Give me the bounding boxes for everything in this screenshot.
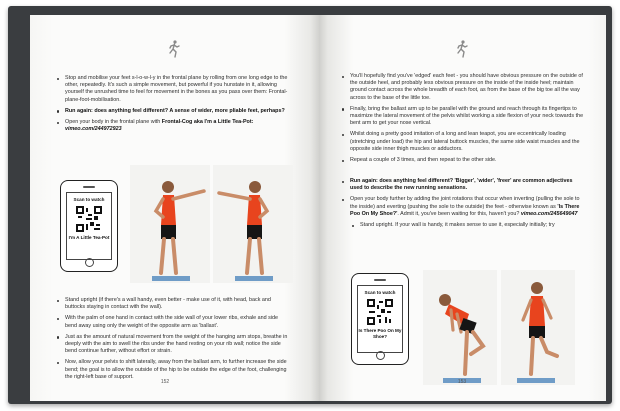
photo-teapot-right [213, 165, 293, 283]
list-item: You'll hopefully find you've 'edged' each feet - you should have obvious pressure on the outside of the outside heel, and probably less obvious pressure on the inside of the inside heel; maintain ground contact across the whole breadth of each foot, as from the base of the big toe all the way across to the base of the little toe. [341, 73, 585, 102]
book [8, 6, 612, 404]
paragraph-open-body: Open your body in the frontal plane with Frontal-Cog aka I'm a Little Tea-Pot: vimeo.com/244972923 [56, 119, 290, 133]
right-page [319, 15, 606, 401]
list-item: Just as the amount of natural movement from the weight of the hanging arm stops, breathe in deeply with the aim to swell the ribs under the hand resting on your rib wall; notice the side bend continue further, without effort or strain. [56, 334, 290, 356]
scan-label: Scan to watch [73, 197, 105, 202]
qr-caption: Is There Poo On My Shoe? [358, 328, 402, 339]
photo-teapot-left [130, 165, 210, 283]
paragraph-mobilise: Stop and mobilise your feet s-l-o-w-l-y in the frontal plane by rolling from one long edge to the other, repeatedly. It's such a simple movement, but powerful if you hunstate in it, allowing yourself the unrushed time to feel for movement in the bones as you pass over them: Frontal-plane-foot-mobilisation. [56, 75, 290, 104]
video-link[interactable]: vimeo.com/245649047 [520, 210, 578, 217]
list-item: With the palm of one hand in contact with the side wall of your lower ribs, exhale and side bend away using only the weight of the opposite arm as 'ballast'. [56, 315, 290, 329]
runner-icon [455, 40, 469, 58]
open-further-paragraph: Open your body further by adding the joint rotations that occur when inverting (pulling the sole to the inside) and everting (pushing the sole to the outside) the feet - otherwise known as 'Is There Poo On My Shoe?'. Admit it, you've been waiting for this, haven't you? vimeo.com/245649047 [341, 196, 585, 218]
list-item: Finally, bring the ballast arm up to be parallel with the ground and reach through its fingertips to maximize the lateral movement of the pelvis whilst working a side flexion of your neck towards the bent arm to get your nose vertical. [341, 106, 585, 128]
qr-code[interactable] [76, 206, 102, 232]
phone-qr [351, 273, 409, 365]
photo-inversion [423, 270, 497, 385]
left-bullets [56, 297, 290, 385]
scan-label: Scan to watch [364, 290, 396, 295]
phone-qr [60, 180, 118, 272]
runner-icon [167, 40, 181, 58]
list-item: Repeat a couple of 3 times, and then repeat to the other side. [341, 157, 585, 164]
video-link[interactable]: vimeo.com/244972923 [65, 126, 122, 133]
list-item: Now, allow your pelvis to shift laterally, away from the ballast arm, to further increase the side bend; the goal is to allow the outside of the hip to be outside the edge of the foot, challenging the right-left base of support. [56, 359, 290, 381]
sub-bullet: Stand upright. If your wall is handy, it makes sense to use it, especially initially; try [351, 222, 585, 229]
photo-eversion [501, 270, 575, 385]
qr-code[interactable] [367, 299, 393, 325]
left-intro [56, 75, 290, 137]
page-number-left: 152 [160, 379, 170, 385]
list-item: Whilst doing a pretty good imitation of a long and lean teapot, you are eccentrically loading (stretching under load) the hip and lateral buttock muscles, the same side waist muscles and the opposite side inner thigh muscles or adductors. [341, 131, 585, 153]
left-page [30, 15, 319, 401]
page-number-right: 153 [457, 379, 467, 385]
list-item: Stand upright (if there's a wall handy, even better - make use of it, with head, back and buttocks staying in contact with the wall). [56, 297, 290, 311]
right-bullets [341, 73, 585, 168]
run-again-paragraph: Run again: does anything feel different? 'Bigger', 'wider', 'freer' are common adjectives used to describe the new running sensations. [341, 178, 585, 192]
paragraph-run-again: Run again: does anything feel different? A sense of wider, more pliable feet, perhaps? [56, 108, 290, 115]
right-main [341, 178, 585, 230]
qr-caption: I'm A Little Tea-Pot [68, 235, 110, 240]
